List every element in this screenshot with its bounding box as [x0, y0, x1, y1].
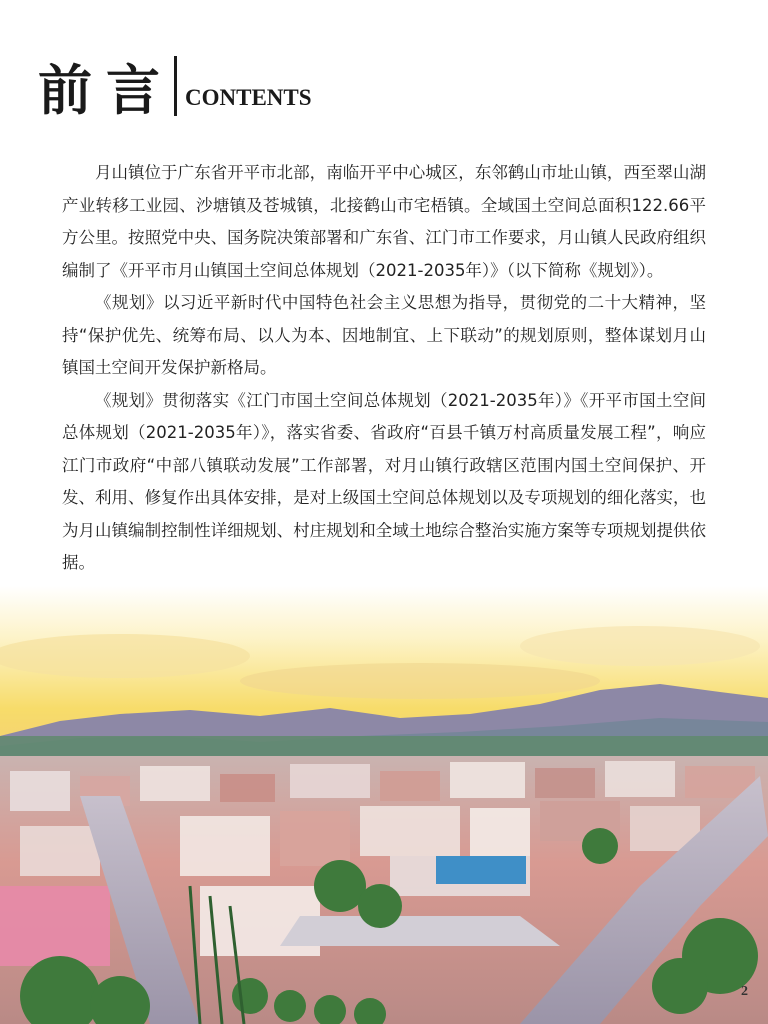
paragraph-2: 《规划》以习近平新时代中国特色社会主义思想为指导，贯彻党的二十大精神，坚持“保护优先、统筹布局、以人为本、因地制宜、上下联动”的规划原则，整体谋划月山镇国土空间开发保护新格局。 [62, 293, 706, 377]
page-title: 前言 [38, 58, 174, 122]
paragraph-1: 月山镇位于广东省开平市北部，南临开平中心城区，东邻鹤山市址山镇，西至翠山湖产业转移工业园、沙塘镇及苍城镇，北接鹤山市宅梧镇。全域国土空间总面积122.66平方公里。按照党中央、国务院决策部署和广东省、江门市工作要求，月山镇人民政府组织编制了《开平市月山镇国土空间总体规划（2021-2035年）》（以下简称《规划》）。 [62, 163, 706, 280]
page-subtitle: CONTENTS [185, 85, 312, 110]
paragraph-3: 《规划》贯彻落实《江门市国土空间总体规划（2021-2035年）》《开平市国土空间总体规划（2021-2035年）》，落实省委、省政府“百县千镇万村高质量发展工程”，响应江门市政府“中部八镇联动发展”工作部署，对月山镇行政辖区范围内国土空间保护、开发、利用、修复作出具体安排，是对上级国土空间总体规划以及专项规划的细化落实，也为月山镇编制控制性详细规划、村庄规划和全域土地综合整治实施方案等专项规划提供依据。 [62, 390, 706, 572]
page-number: 2 [741, 984, 748, 999]
page-header [38, 52, 312, 122]
town-aerial-photo [0, 586, 768, 1024]
title-divider [174, 56, 177, 116]
body-text [62, 157, 706, 580]
